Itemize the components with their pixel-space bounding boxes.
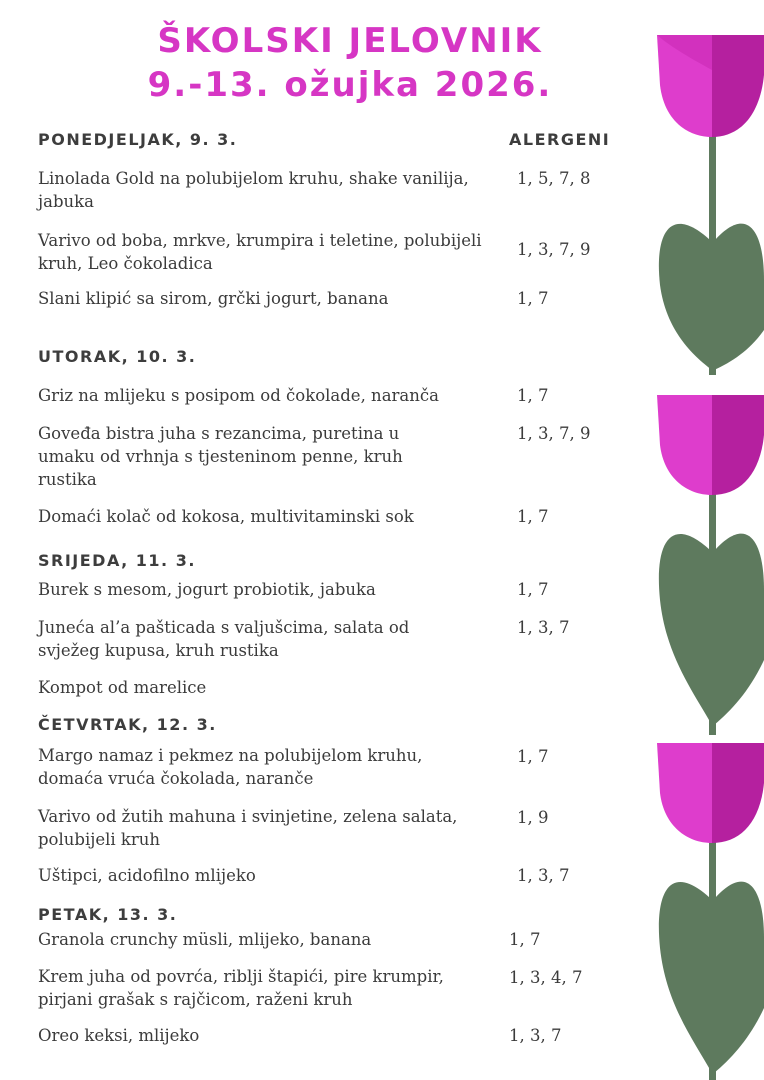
meal-allergens: 1, 7 xyxy=(517,386,549,405)
meal-item: Margo namaz i pekmez na polubijelom kruhu, domaća vruća čokolada, naranče xyxy=(38,746,423,788)
meal-allergens: 1, 3, 4, 7 xyxy=(509,968,583,987)
meal-item: Uštipci, acidofilno mlijeko xyxy=(38,866,256,885)
day-heading-monday: PONEDJELJAK, 9. 3. xyxy=(38,130,238,149)
meal-allergens: 1, 9 xyxy=(517,808,549,827)
meal-item: Burek s mesom, jogurt probiotik, jabuka xyxy=(38,580,376,599)
meal-item: Domaći kolač od kokosa, multivitaminski sok xyxy=(38,507,414,526)
tulip-icon xyxy=(652,30,764,375)
allergens-header: ALERGENI xyxy=(509,130,611,149)
day-heading-tuesday: UTORAK, 10. 3. xyxy=(38,347,197,366)
meal-allergens: 1, 5, 7, 8 xyxy=(517,169,591,188)
meal-item: Juneća al’a pašticada s valjušcima, salata od svježeg kupusa, kruh rustika xyxy=(38,618,410,660)
meal-item: Griz na mlijeku s posipom od čokolade, naranča xyxy=(38,386,439,405)
meal-item: Goveđa bistra juha s rezancima, puretina u umaku od vrhnja s tjesteninom penne, kruh rustika xyxy=(38,424,403,489)
meal-allergens: 1, 3, 7 xyxy=(517,618,570,637)
meal-item: Varivo od boba, mrkve, krumpira i teletine, polubijeli kruh, Leo čokoladica xyxy=(38,231,482,273)
meal-item: Krem juha od povrća, riblji štapići, pire krumpir, pirjani grašak s rajčicom, raženi kruh xyxy=(38,967,444,1009)
tulip-icon xyxy=(652,738,764,1080)
meal-item: Kompot od marelice xyxy=(38,678,207,697)
menu-title: ŠKOLSKI JELOVNIK xyxy=(157,21,543,61)
meal-item: Slani klipić sa sirom, grčki jogurt, banana xyxy=(38,289,389,308)
day-heading-friday: PETAK, 13. 3. xyxy=(38,905,178,924)
meal-item: Varivo od žutih mahuna i svinjetine, zelena salata, polubijeli kruh xyxy=(38,807,458,849)
meal-allergens: 1, 3, 7, 9 xyxy=(517,240,591,259)
meal-allergens: 1, 3, 7 xyxy=(509,1026,562,1045)
meal-allergens: 1, 7 xyxy=(517,507,549,526)
day-heading-wednesday: SRIJEDA, 11. 3. xyxy=(38,551,196,570)
meal-allergens: 1, 7 xyxy=(517,289,549,308)
tulip-icon xyxy=(652,390,764,735)
meal-item: Linolada Gold na polubijelom kruhu, shake vanilija, jabuka xyxy=(38,169,469,211)
day-heading-thursday: ČETVRTAK, 12. 3. xyxy=(38,715,217,734)
meal-allergens: 1, 3, 7, 9 xyxy=(517,424,591,443)
meal-allergens: 1, 7 xyxy=(517,580,549,599)
meal-allergens: 1, 7 xyxy=(509,930,541,949)
meal-allergens: 1, 3, 7 xyxy=(517,866,570,885)
menu-date-range: 9.-13. ožujka 2026. xyxy=(147,65,553,105)
meal-item: Granola crunchy müsli, mlijeko, banana xyxy=(38,930,372,949)
meal-allergens: 1, 7 xyxy=(517,747,549,766)
meal-item: Oreo keksi, mlijeko xyxy=(38,1026,200,1045)
